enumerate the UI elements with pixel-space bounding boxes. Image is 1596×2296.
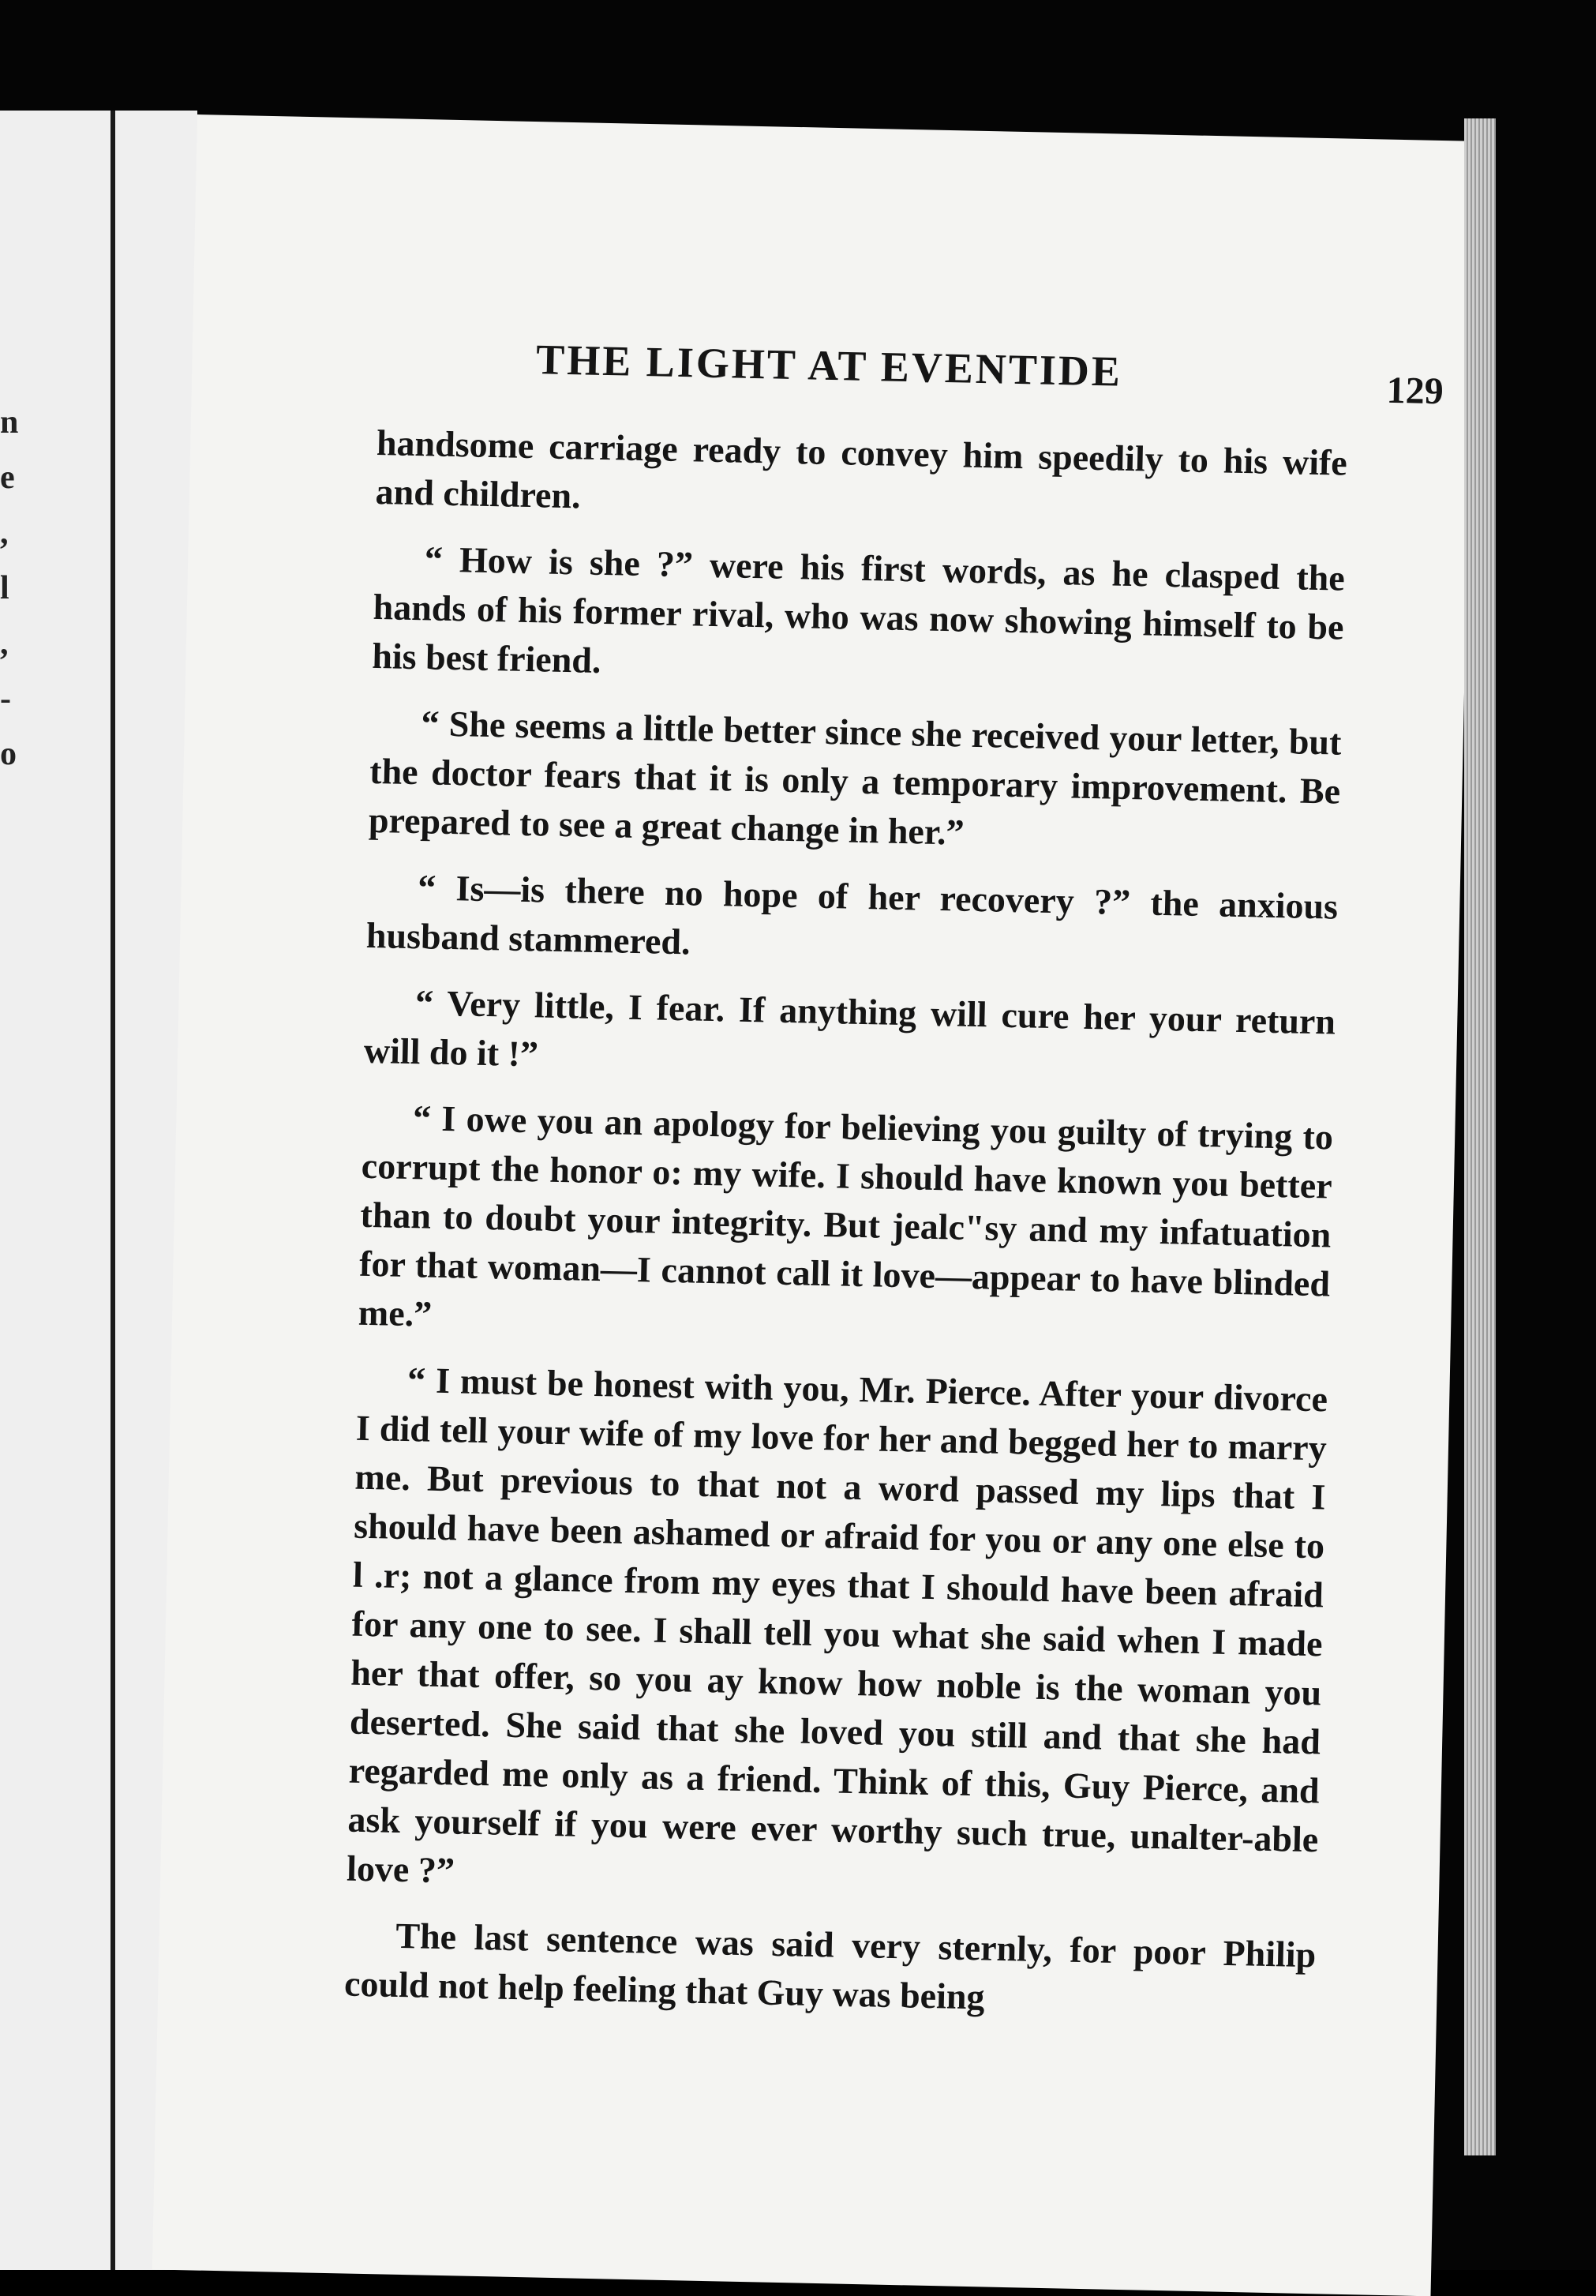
page-number: 129 bbox=[1386, 369, 1444, 413]
page-stack-edge bbox=[1464, 118, 1496, 2155]
margin-char: n bbox=[0, 404, 19, 441]
margin-char: o bbox=[0, 736, 17, 772]
margin-char: - bbox=[0, 681, 11, 717]
paragraph: “ Is—is there no hope of her recovery ?” the anxious husband stammered. bbox=[365, 867, 1339, 962]
left-page-gutter bbox=[111, 111, 115, 2270]
paragraph: “ I owe you an apology for believing you guilty of trying to corrupt the honor o: my wife. I should have known you better than to doubt your integrity. But jealc"sy and my infatuation for that woman—I cannot call it love—appear to have blinded me.” bbox=[358, 1097, 1334, 1334]
paragraph: The last sentence was said very sternly, for poor Philip could not help feeling that Guy was being bbox=[343, 1915, 1317, 2017]
margin-char: , bbox=[0, 625, 9, 662]
paragraph: “ She seems a little better since she received your letter, but the doctor fears that it is only a temporary improvement. Be prepared to see a great change in her.” bbox=[368, 703, 1342, 853]
margin-char: e bbox=[0, 460, 15, 496]
margin-char: , bbox=[0, 515, 9, 551]
paragraph: “ I must be honest with you, Mr. Pierce. After your divorce I did tell your wife of my love for her and begged her to marry me. But previous to that not a word passed my lips that I should have been ashamed or afraid for you or any one else to l .r; not a glance from my eyes that I should have been afraid for any one to see. I shall tell you what she said when I made her that offer, so you ay know how noble is the woman you deserted. She said that she loved you still and that she had regarded me only as a friend. Think of this, Guy Pierce, and ask yourself if you were ever worthy such true, unalter-able love ?” bbox=[346, 1360, 1328, 1891]
paragraph: “ How is she ?” were his first words, as he clasped the hands of his former rival, who was now showing himself to be his best friend. bbox=[371, 538, 1346, 681]
paragraph: handsome carriage ready to convey him speedily to his wife and children. bbox=[375, 422, 1348, 516]
left-page-margin-text bbox=[0, 395, 24, 782]
paragraph: “ Very little, I fear. If anything will cure her your return will do it !” bbox=[363, 982, 1336, 1075]
margin-char: l bbox=[0, 570, 9, 606]
page-text-block bbox=[343, 332, 1444, 2046]
running-title: THE LIGHT AT EVENTIDE bbox=[535, 336, 1123, 396]
